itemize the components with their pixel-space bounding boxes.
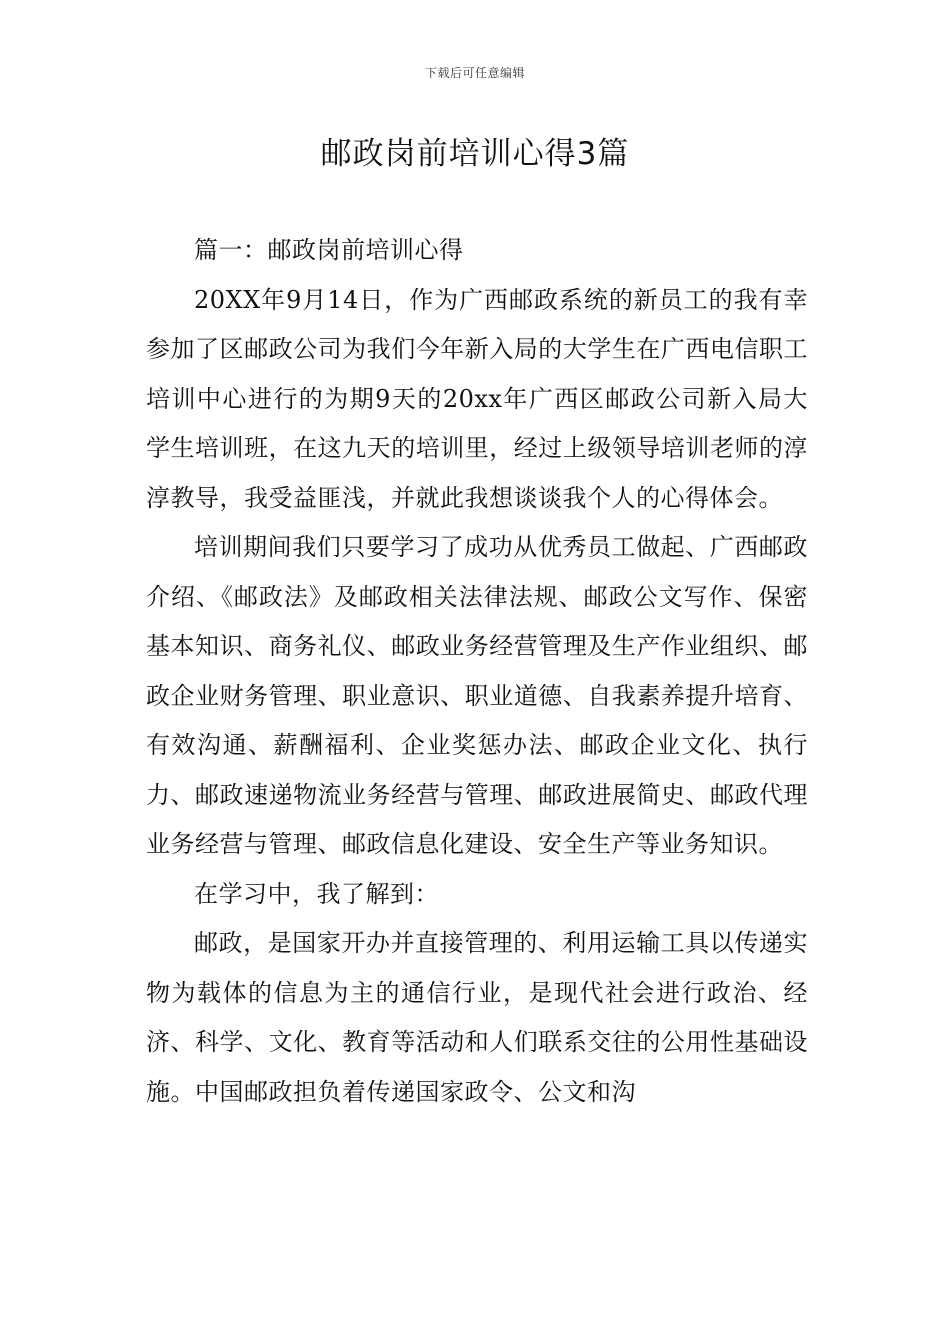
- header-note: 下载后可任意编辑: [424, 66, 525, 80]
- paragraph: 邮政，是国家开办并直接管理的、利用运输工具以传递实物为载体的信息为主的通信行业，是现代社会进行政治、经济、科学、文化、教育等活动和人们联系交往的公用性基础设施。中国邮政担负着传递国家政令、公文和沟: [146, 929, 808, 1106]
- document-title: 邮政岗前培训心得3篇: [320, 136, 630, 172]
- paragraph: 20XX年9月14日，作为广西邮政系统的新员工的我有幸参加了区邮政公司为我们今年新入局的大学生在广西电信职工培训中心进行的为期9天的20xx年广西区邮政公司新入局大学生培训班，在这九天的培训里，经过上级领导培训老师的淳淳教导，我受益匪浅，并就此我想谈谈我个人的心得体会。: [146, 285, 808, 512]
- paragraph: 在学习中，我了解到：: [194, 879, 439, 908]
- paragraph: 培训期间我们只要学习了成功从优秀员工做起、广西邮政介绍、《邮政法》及邮政相关法律法规、邮政公文写作、保密基本知识、商务礼仪、邮政业务经营管理及生产作业组织、邮政企业财务管理、职业意识、职业道德、自我素养提升培育、有效沟通、薪酬福利、企业奖惩办法、邮政企业文化、执行力、邮政速递物流业务经营与管理、邮政进展简史、邮政代理业务经营与管理、邮政信息化建设、安全生产等业务知识。: [146, 533, 808, 858]
- section-heading: 篇一：邮政岗前培训心得: [194, 236, 464, 264]
- document-body: [146, 226, 808, 1117]
